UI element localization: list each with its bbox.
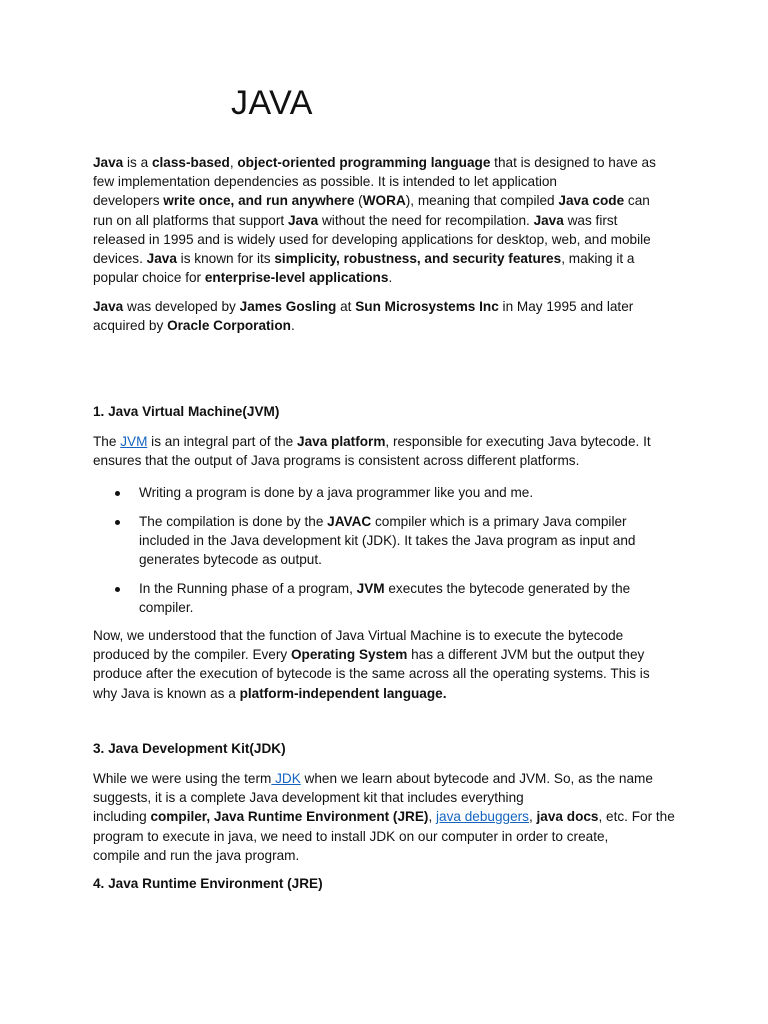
text: Now, we understood that the function of Java Virtual Machine is to execute the bytecode	[93, 628, 624, 643]
text: few implementation dependencies as possible. It is intended to let application	[93, 174, 557, 190]
text: acquired by	[93, 318, 168, 334]
text-bold: James Gosling	[239, 299, 337, 314]
text: generates bytecode as output.	[139, 552, 322, 568]
text-bold: simplicity, robustness, and security features	[274, 251, 562, 267]
text: ensures that the output of Java programs is consistent across different platforms.	[93, 453, 580, 469]
text: is known for its	[176, 251, 275, 267]
text-bold: WORA	[362, 193, 406, 209]
text: was first	[563, 212, 618, 228]
text-bold: Sun Microsystems Inc	[355, 299, 499, 314]
document-title: JAVA	[231, 84, 313, 122]
text: ,	[528, 809, 537, 825]
text: (	[354, 193, 363, 209]
text-bold: Java code	[558, 193, 625, 209]
bullet-icon	[115, 491, 120, 496]
text: released in 1995 and is widely used for developing applications for desktop, web, and mobile	[93, 231, 651, 247]
text-bold: Java	[93, 155, 124, 170]
text: is an integral part of the	[147, 434, 298, 449]
text: , making it a	[561, 251, 635, 267]
text: compiler which is a primary Java compiler	[371, 513, 627, 529]
bullet-icon	[115, 520, 120, 525]
text-bold: Java platform	[297, 434, 386, 449]
bullet-icon	[115, 587, 120, 592]
list-item	[93, 579, 673, 617]
text-bold: Java	[287, 212, 319, 228]
text-bold: platform-independent language.	[239, 685, 447, 701]
text-bold: Java	[146, 251, 177, 267]
text: without the need for recompilation.	[318, 212, 534, 228]
text-bold: Operating System	[290, 647, 408, 663]
jdk-link[interactable]: JDK	[271, 771, 301, 786]
text: devices.	[93, 251, 147, 267]
text: produced by the compiler. Every	[93, 647, 291, 663]
text: including	[93, 809, 151, 825]
text-bold: enterprise-level applications	[204, 270, 389, 286]
text: program to execute in java, we need to install JDK on our computer in order to create,	[93, 828, 609, 844]
text: .	[388, 270, 393, 286]
text-bold: object-oriented programming language	[237, 155, 491, 170]
text: compiler.	[139, 600, 194, 616]
text-bold: Java	[533, 212, 564, 228]
text: why Java is known as a	[93, 685, 240, 701]
text: was developed by	[123, 299, 240, 314]
list-item	[93, 512, 673, 570]
text: executes the bytecode generated by the	[384, 581, 631, 596]
jvm-heading: 1. Java Virtual Machine(JVM)	[93, 404, 280, 419]
jvm-phases-list	[93, 483, 673, 627]
text: , responsible for executing Java bytecode. It	[385, 434, 651, 449]
text-bold: JAVAC	[327, 513, 372, 529]
text: The compilation is done by the	[139, 513, 328, 529]
text: , etc. For the	[598, 809, 675, 825]
text: run on all platforms that support	[93, 212, 288, 228]
history-paragraph	[93, 297, 683, 335]
jvm-summary-paragraph	[93, 626, 683, 703]
text: In the Running phase of a program,	[139, 581, 357, 596]
text: suggests, it is a complete Java development kit that includes everything	[93, 790, 524, 806]
list-item	[93, 483, 673, 502]
text: when we learn about bytecode and JVM. So, as the name	[300, 771, 653, 786]
text: ,	[229, 155, 238, 170]
text-bold: Oracle Corporation	[167, 318, 291, 334]
text: that is designed to have as	[490, 155, 656, 170]
text-bold: class-based	[151, 155, 230, 170]
text-bold: java docs	[536, 809, 599, 825]
java-debuggers-link[interactable]: java debuggers	[436, 809, 529, 825]
jvm-paragraph	[93, 432, 683, 470]
text-bold: compiler, Java Runtime Environment (JRE)	[150, 809, 429, 825]
jdk-paragraph	[93, 769, 683, 865]
text-bold: write once, and run anywhere	[163, 193, 355, 209]
intro-paragraph	[93, 153, 683, 287]
text: popular choice for	[93, 270, 205, 286]
text: compile and run the java program.	[93, 847, 300, 863]
text-bold: Java	[93, 299, 124, 314]
text: developers	[93, 193, 164, 209]
text: .	[290, 318, 295, 334]
text: ,	[428, 809, 436, 825]
text: produce after the execution of bytecode is the same across all the operating systems. This is	[93, 666, 650, 682]
text: While we were using the term	[93, 771, 272, 786]
text: has a different JVM but the output they	[407, 647, 645, 663]
text: is a	[123, 155, 152, 170]
text: included in the Java development kit (JDK). It takes the Java program as input and	[139, 533, 636, 548]
text-bold: JVM	[356, 581, 385, 596]
text: The	[93, 434, 121, 449]
jre-heading: 4. Java Runtime Environment (JRE)	[93, 876, 323, 891]
text: in May 1995 and later	[498, 299, 634, 314]
jvm-link[interactable]: JVM	[120, 434, 148, 449]
jdk-heading: 3. Java Development Kit(JDK)	[93, 741, 286, 756]
text: Writing a program is done by a java programmer like you and me.	[139, 485, 534, 500]
text: at	[336, 299, 356, 314]
text: can	[624, 193, 650, 209]
text: ), meaning that compiled	[405, 193, 559, 209]
